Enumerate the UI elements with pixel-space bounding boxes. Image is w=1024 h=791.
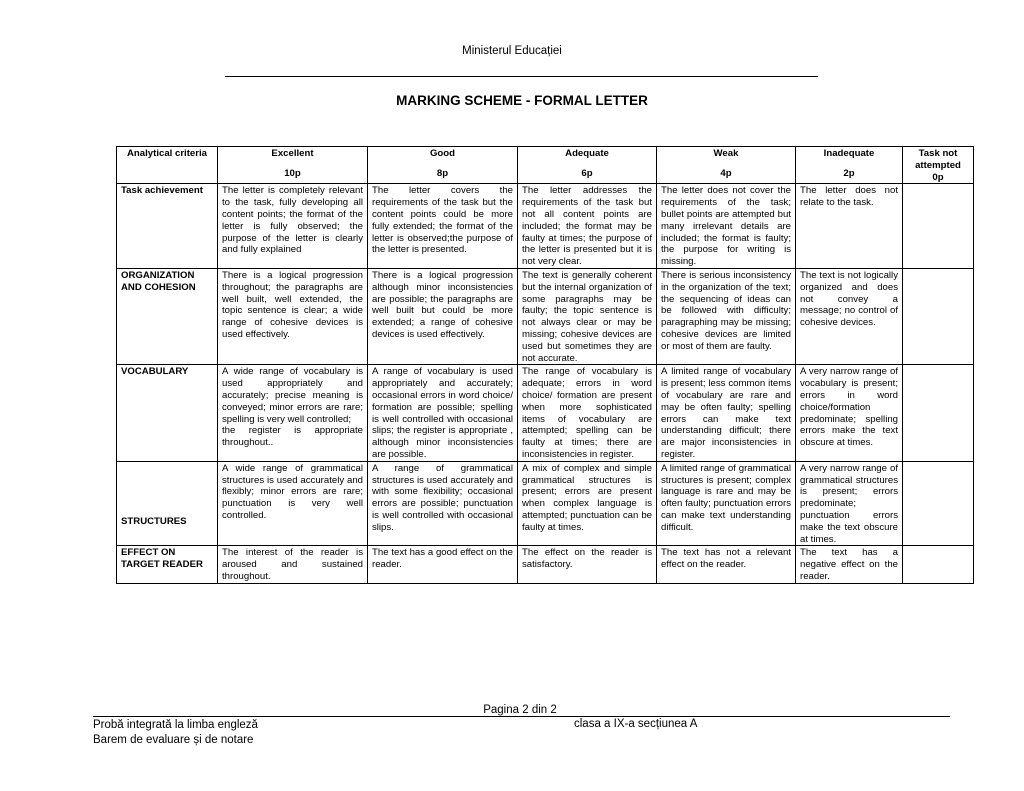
criteria-header: Analytical criteria: [117, 147, 218, 184]
table-row-organization: [117, 268, 974, 364]
table-row-effect-on-reader: [117, 546, 974, 583]
level-header-adequate: Adequate 6p: [518, 147, 657, 184]
criterion-cell: Task achievement: [117, 184, 218, 269]
ministry-header: Ministerul Educației: [462, 45, 562, 57]
descriptor-cell: There is a logical progression although minor inconsistencies are possible; the paragraphs are well built but could be more extended; a range of cohesive devices is used effectively.: [368, 268, 518, 364]
descriptor-cell: A range of grammatical structures is used accurately and with some flexibility; occasional errors are possible; punctuation is well controlled with occasional slips.: [368, 461, 518, 546]
descriptor-cell: The range of vocabulary is adequate; errors in word choice/ formation are present when more sophisticated items of vocabulary are attempted; spelling can be faulty at times; there are inconsistencies in register.: [518, 365, 657, 461]
footer-exam-name: Probă integrată la limba engleză: [93, 719, 258, 731]
criterion-cell: VOCABULARY: [117, 365, 218, 461]
descriptor-cell: [903, 546, 974, 583]
level-header-inadequate: Inadequate 2p: [796, 147, 903, 184]
descriptor-cell: The text has a good effect on the reader.: [368, 546, 518, 583]
table-row-structures: [117, 461, 974, 546]
criterion-cell: STRUCTURES: [117, 461, 218, 546]
descriptor-cell: The text is not logically organized and does not convey a message; no control of cohesive devices.: [796, 268, 903, 364]
table-row-task-achievement: [117, 184, 974, 269]
footer-class-section: clasa a IX-a secțiunea A: [574, 718, 698, 730]
descriptor-cell: A very narrow range of vocabulary is present; errors in word choice/formation predominate; spelling errors make the text obscure at times.: [796, 365, 903, 461]
descriptor-cell: A limited range of grammatical structures is present; complex language is rare and may be often faulty; punctuation errors can make text understanding difficult.: [657, 461, 796, 546]
descriptor-cell: A mix of complex and simple grammatical structures is present; errors are present when complex language is attempted; punctuation can be faulty at times.: [518, 461, 657, 546]
level-header-good: Good 8p: [368, 147, 518, 184]
table-header-row: [117, 147, 974, 184]
document-title: MARKING SCHEME - FORMAL LETTER: [396, 93, 648, 108]
descriptor-cell: A limited range of vocabulary is present; less common items of vocabulary are rare and may be often faulty; spelling errors can make text understanding difficult; there are major inconsistencies in register.: [657, 365, 796, 461]
descriptor-cell: A wide range of vocabulary is used appropriately and accurately; precise meaning is conveyed; minor errors are rare; spelling is very well controlled; the register is appropriate throughout..: [218, 365, 368, 461]
descriptor-cell: The text has not a relevant effect on the reader.: [657, 546, 796, 583]
header-divider: [225, 76, 818, 77]
descriptor-cell: The letter addresses the requirements of the task but not all content points are included; the format may be faulty at times; the purpose of the letter is presented but it is not very clear.: [518, 184, 657, 269]
criterion-cell: ORGANIZATION AND COHESION: [117, 268, 218, 364]
descriptor-cell: There is a logical progression throughout; the paragraphs are well built, well extended, the topic sentence is clear; a wide range of cohesive devices is used effectively.: [218, 268, 368, 364]
descriptor-cell: The text is generally coherent but the internal organization of some paragraphs may be faulty; the topic sentence is not always clear or may be missing; cohesive devices are used but sometimes they are not accurate.: [518, 268, 657, 364]
descriptor-cell: A wide range of grammatical structures is used accurately and flexibly; minor errors are rare; punctuation is very well controlled.: [218, 461, 368, 546]
descriptor-cell: A very narrow range of grammatical structures is present; errors predominate; punctuation errors make the text obscure at times.: [796, 461, 903, 546]
descriptor-cell: [903, 365, 974, 461]
descriptor-cell: [903, 461, 974, 546]
level-header-weak: Weak 4p: [657, 147, 796, 184]
descriptor-cell: The text has a negative effect on the reader.: [796, 546, 903, 583]
descriptor-cell: The letter does not relate to the task.: [796, 184, 903, 269]
descriptor-cell: The letter does not cover the requirements of the task; bullet points are attempted but many irrelevant details are included; the format is faulty; the purpose for writing is missing.: [657, 184, 796, 269]
descriptor-cell: [903, 268, 974, 364]
descriptor-cell: The effect on the reader is satisfactory.: [518, 546, 657, 583]
marking-scheme-table: [116, 146, 974, 584]
table-row-vocabulary: [117, 365, 974, 461]
footer-left: [93, 718, 258, 747]
descriptor-cell: The letter covers the requirements of the task but the content points could be more fully extended; the format of the letter is observed;the purpose of the letter is presented.: [368, 184, 518, 269]
descriptor-cell: There is serious inconsistency in the organization of the text; the sequencing of ideas can be followed with difficulty; paragraphing may be missing; cohesive devices are limited or most of them are faulty.: [657, 268, 796, 364]
page-number: Pagina 2 din 2: [483, 704, 557, 716]
footer-scheme-name: Barem de evaluare și de notare: [93, 733, 254, 746]
criterion-cell: EFFECT ON TARGET READER: [117, 546, 218, 583]
level-header-excellent: Excellent 10p: [218, 147, 368, 184]
descriptor-cell: [903, 184, 974, 269]
level-header-not-attempted: Task not attempted 0p: [903, 147, 974, 184]
footer-divider: [93, 716, 950, 717]
descriptor-cell: The letter is completely relevant to the task, fully developing all content points; the format of the letter is fully observed; the purpose of the letter is clearly and fully explained: [218, 184, 368, 269]
descriptor-cell: A range of vocabulary is used appropriately and accurately; occasional errors in word choice/ formation are possible; spelling is well controlled with occasional slips; the register is appropriate , although minor inconsistencies are possible.: [368, 365, 518, 461]
descriptor-cell: The interest of the reader is aroused and sustained throughout.: [218, 546, 368, 583]
